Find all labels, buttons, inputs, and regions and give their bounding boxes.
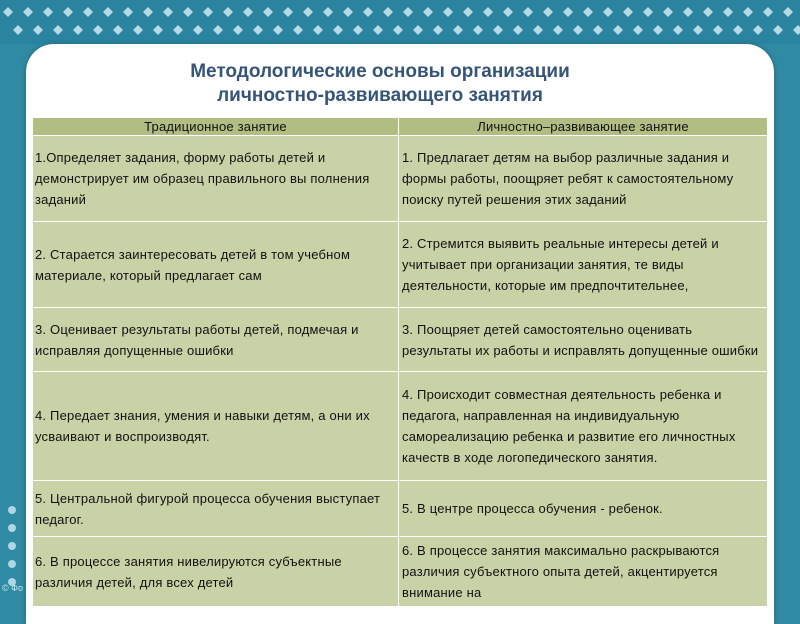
slide-title (120, 60, 640, 108)
ornament-diamond (573, 25, 583, 35)
ornament-diamond (593, 25, 603, 35)
ornament-diamond (663, 7, 673, 17)
ornament-diamond (433, 25, 443, 35)
ornament-diamond (313, 25, 323, 35)
ornament-dot (8, 524, 16, 532)
cell-traditional: 1.Определяет задания, форму работы детей и демонстрирует им образец правильного вы полнения заданий (33, 136, 399, 222)
table-row (33, 372, 768, 481)
ornament-diamond (3, 7, 13, 17)
ornament-diamond (143, 7, 153, 17)
cell-traditional: 5. Центральной фигурой процесса обучения выступает педагог. (33, 481, 399, 537)
ornament-diamond (183, 7, 193, 17)
ornament-diamond (583, 7, 593, 17)
ornament-diamond (163, 7, 173, 17)
ornament-diamond (403, 7, 413, 17)
ornament-diamond (73, 25, 83, 35)
cell-traditional: 6. В процессе занятия нивелируются субъектные различия детей, для всех детей (33, 537, 399, 607)
title-line-2: личностно-развивающего занятия (217, 85, 543, 106)
ornament-diamond (643, 7, 653, 17)
ornament-diamond (743, 7, 753, 17)
ornament-diamond (113, 25, 123, 35)
ornament-diamond (103, 7, 113, 17)
ornament-diamond (203, 7, 213, 17)
cell-personal: 4. Происходит совместная деятельность ребенка и педагога, направленная на индивидуальную самореализацию ребенка и развитие его личностных качеств в ходе логопедического занятия. (399, 372, 768, 481)
ornament-diamond (43, 7, 53, 17)
ornament-diamond (53, 25, 63, 35)
cell-traditional: 4. Передает знания, умения и навыки детям, а они их усваивают и воспроизводят. (33, 372, 399, 481)
ornament-diamond (33, 25, 43, 35)
ornament-diamond (543, 7, 553, 17)
cell-traditional: 3. Оценивает результаты работы детей, подмечая и исправляя допущенные ошибки (33, 308, 399, 372)
header-traditional: Традиционное занятие (33, 118, 399, 136)
ornament-diamond (353, 25, 363, 35)
cell-personal: 1. Предлагает детям на выбор различные задания и формы работы, поощряет ребят к самостоятельному поиску путей решения этих заданий (399, 136, 768, 222)
ornament-diamond (773, 25, 783, 35)
ornament-diamond (763, 7, 773, 17)
ornament-diamond (63, 7, 73, 17)
ornament-diamond (693, 25, 703, 35)
ornament-diamond (493, 25, 503, 35)
ornament-dot (8, 542, 16, 550)
ornament-diamond (13, 25, 23, 35)
table-row (33, 481, 768, 537)
ornament-diamond (793, 25, 800, 35)
header-personal: Личностно–развивающее занятие (399, 118, 768, 136)
ornament-diamond (533, 25, 543, 35)
ornament-diamond (123, 7, 133, 17)
ornament-diamond (193, 25, 203, 35)
ornament-diamond (263, 7, 273, 17)
ornament-diamond (733, 25, 743, 35)
ornament-diamond (563, 7, 573, 17)
ornament-dot (8, 506, 16, 514)
ornament-diamond (683, 7, 693, 17)
top-ornament-band (0, 0, 800, 44)
ornament-diamond (23, 7, 33, 17)
table-row (33, 537, 768, 607)
ornament-diamond (473, 25, 483, 35)
table-header-row (33, 118, 768, 136)
cell-personal: 2. Стремится выявить реальные интересы детей и учитывает при организации занятия, те виды деятельности, которые им предпочтительнее, (399, 222, 768, 308)
ornament-dot (8, 560, 16, 568)
ornament-diamond (613, 25, 623, 35)
ornament-diamond (703, 7, 713, 17)
ornament-diamond (603, 7, 613, 17)
ornament-diamond (503, 7, 513, 17)
ornament-diamond (343, 7, 353, 17)
ornament-diamond (463, 7, 473, 17)
ornament-diamond (363, 7, 373, 17)
ornament-diamond (233, 25, 243, 35)
ornament-diamond (453, 25, 463, 35)
ornament-diamond (373, 25, 383, 35)
title-line-1: Методологические основы организации (190, 61, 570, 82)
table-row (33, 222, 768, 308)
ornament-diamond (223, 7, 233, 17)
ornament-diamond (173, 25, 183, 35)
ornament-diamond (633, 25, 643, 35)
ornament-diamond (283, 7, 293, 17)
ornament-diamond (483, 7, 493, 17)
table-row (33, 136, 768, 222)
ornament-diamond (553, 25, 563, 35)
ornament-diamond (753, 25, 763, 35)
ornament-pattern (0, 0, 800, 44)
ornament-diamond (243, 7, 253, 17)
ornament-diamond (713, 25, 723, 35)
ornament-diamond (133, 25, 143, 35)
ornament-diamond (673, 25, 683, 35)
ornament-diamond (783, 7, 793, 17)
ornament-diamond (253, 25, 263, 35)
ornament-diamond (513, 25, 523, 35)
ornament-diamond (653, 25, 663, 35)
ornament-diamond (213, 25, 223, 35)
copyright-text: © Фо (2, 583, 23, 593)
ornament-diamond (273, 25, 283, 35)
table-row (33, 308, 768, 372)
ornament-diamond (333, 25, 343, 35)
cell-traditional: 2. Старается заинтересовать детей в том учебном материале, который предлагает сам (33, 222, 399, 308)
comparison-table (32, 117, 768, 607)
ornament-diamond (303, 7, 313, 17)
cell-personal: 5. В центре процесса обучения - ребенок. (399, 481, 768, 537)
ornament-diamond (423, 7, 433, 17)
ornament-diamond (723, 7, 733, 17)
ornament-diamond (293, 25, 303, 35)
cell-personal: 3. Поощряет детей самостоятельно оценивать результаты их работы и исправлять допущенные ошибки (399, 308, 768, 372)
ornament-diamond (383, 7, 393, 17)
ornament-diamond (83, 7, 93, 17)
cell-personal: 6. В процессе занятия максимально раскрываются различия субъектного опыта детей, акцентируется внимание на (399, 537, 768, 607)
ornament-diamond (153, 25, 163, 35)
ornament-diamond (623, 7, 633, 17)
ornament-diamond (443, 7, 453, 17)
ornament-diamond (393, 25, 403, 35)
ornament-diamond (523, 7, 533, 17)
ornament-diamond (93, 25, 103, 35)
ornament-diamond (413, 25, 423, 35)
ornament-diamond (323, 7, 333, 17)
